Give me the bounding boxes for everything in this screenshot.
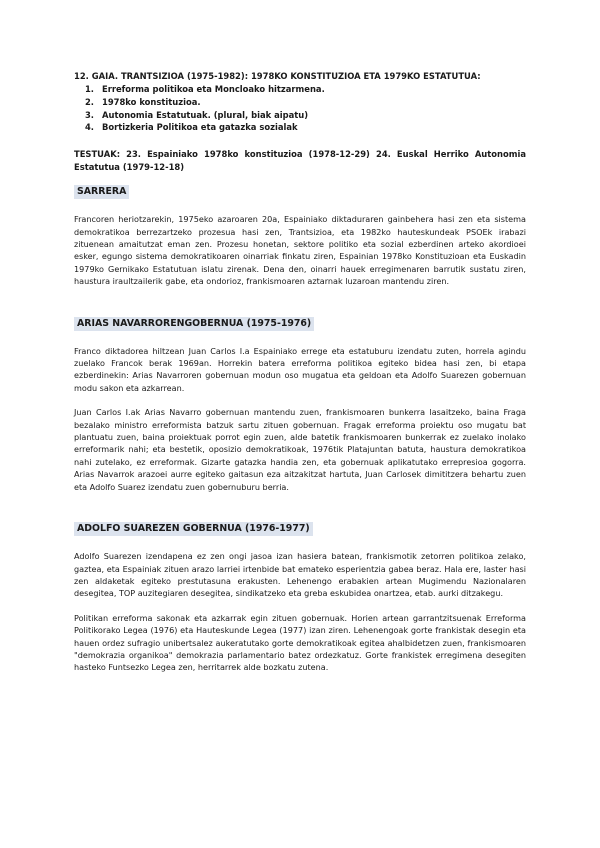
topic-number: 1. <box>84 84 94 94</box>
topic-label: Autonomia Estatutuak. (plural, biak aipatu) <box>102 109 309 120</box>
topic-list <box>74 83 526 134</box>
paragraph: Franco diktadorea hiltzean Juan Carlos I.a Espainiako errege eta estatuburu izendatu zuten, horrela agindu zuelako Francok berak 1969an. Horrekin batera erreforma politikoa egiteko bidea hasi zen, bi etapa ezberdinekin: Arias Navarroren gobernuan modun oso mugatua eta geldoan eta Adolfo Suarezen gobernuan modu sakon eta azkarrean. <box>74 345 526 393</box>
topic-item <box>74 83 526 96</box>
topic-number: 2. <box>84 96 94 107</box>
topic-item <box>74 109 526 122</box>
paragraph: Adolfo Suarezen izendapena ez zen ongi jasoa izan hasiera batean, frankismotik zetorren politikoa zelako, gaztea, eta Espainiak zituen arazo larriei irtenbide bat emateko esperientzia gabea beraz. Hala ere, laster hasi zen aldaketak egiteko prestutasuna erakusten. Lehenengo erabakien artean Mugimendu Nazionalaren desegitea, TOP auzitegiaren desegitea, sindikatzeko eta greba eskubidea onartzea, etab. aurki ditzakegu. <box>74 551 526 599</box>
document-title: 12. GAIA. TRANTSIZIOA (1975-1982): 1978KO KONSTITUZIOA ETA 1979KO ESTATUTUA: <box>74 71 481 81</box>
topic-item <box>74 96 526 109</box>
topic-number: 4. <box>84 122 94 133</box>
paragraph: Politikan erreforma sakonak eta azkarrak egin zituen gobernuak. Horien artean garrantzitsuenak Erreforma Politikorako Legea (1976) eta Hauteskunde Legea (1977) izan ziren. Lehenengoak gorte frankistak desegin eta hauen ordez sufragio unibertsalez aukeratutako gorte demokratikoak egitea ahalbidetzen zuen, frankismoaren "demokrazia organikoa" demokrazia parlamentario batez ordezkatuz. Gorte frankistek erregimena desegiten hasteko Funtsezko Legea zen, herritarrek alde bozkatu zutena. <box>74 612 526 673</box>
section-heading-sarrera: SARRERA <box>74 185 129 199</box>
paragraph: Francoren heriotzarekin, 1975eko azaroaren 20a, Espainiako diktaduraren gainbehera hasi zen eta sistema demokratikoa berrezartzeko prozesua hasi zen, Trantsizioa, eta 1982ko hauteskundeak PSOEk irabazi zituenean amaitutzat eman zen. Prozesu honetan, sektore politiko eta sozial ezberdinen arteko akordioei esker, egungo sistema demokratikoaren oinarriak finkatu ziren, Espainian 1978ko Konstituzioan eta Euskadin 1979ko Gernikako Estatutuan islatu zirenak. Dena den, oinarri hauek erregimenaren barrutik sustatu ziren, haustura iraultzailerik gabe, eta ondorioz, frankismoaren aztarnak luzaroan mantendu ziren. <box>74 214 526 287</box>
section-heading-arias-navarro: ARIAS NAVARRORENGOBERNUA (1975-1976) <box>74 317 314 331</box>
topic-label: Erreforma politikoa eta Moncloako hitzarmena. <box>102 84 325 94</box>
topic-label: 1978ko konstituzioa. <box>102 96 201 107</box>
topic-label: Bortizkeria Politikoa eta gatazka sozialak <box>102 122 298 133</box>
section-heading-adolfo-suarez: ADOLFO SUAREZEN GOBERNUA (1976-1977) <box>74 522 313 536</box>
paragraph: Juan Carlos I.ak Arias Navarro gobernuan mantendu zuen, frankismoaren bunkerra lasaitzeko, baina Fraga bezalako ministro erreformista batzuk sartu zituen gobernuan. Fragak erreforma proiektu oso mugatu bat plantuatu zuen, baina proiektuak porrot egin zuen, alde batetik frankismoaren bunkerrak ez zuelako inolako erreformarik nahi; eta bestetik, oposizio demokratikoak, 1976tik Platajuntan batuta, haustura demokratikoa nahi zutelako, ez erreformak. Gizarte gatazka handia zen, eta gobernuak aplikatutako errepresioa gogorra. Arias Navarrok arazoei aurre egiteko gaitasun eza aitzakitzat hartuta, Juan Carlosek dimititzera behartu zuen eta Adolfo Suarez izendatu zuen gobernuburu berria. <box>74 407 526 492</box>
texts-reference: TESTUAK: 23. Espainiako 1978ko konstituzioa (1978-12-29) 24. Euskal Herriko Autonomia Estatutua (1979-12-18) <box>74 149 526 172</box>
topic-item <box>74 121 526 134</box>
topic-number: 3. <box>84 109 94 120</box>
